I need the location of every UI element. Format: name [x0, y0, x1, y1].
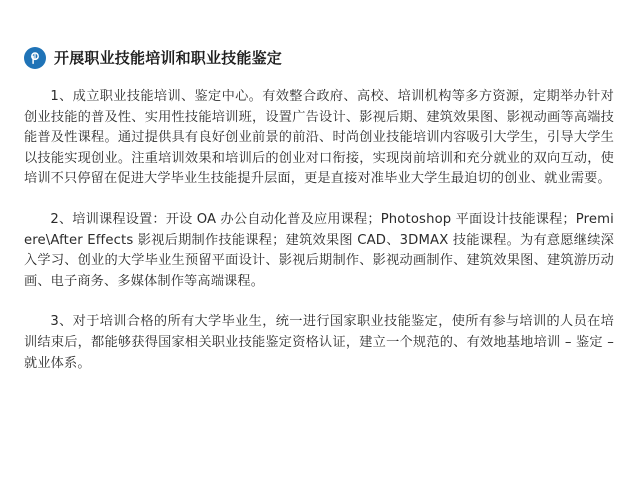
- section-header: [24, 46, 282, 70]
- paragraph-1: 1、成立职业技能培训、鉴定中心。有效整合政府、高校、培训机构等多方资源，定期举办针对创业技能的普及性、实用性技能培训班，设置广告设计、影视后期、建筑效果图、影视动画等高端技能普及性课程。通过提供具有良好创业前景的前沿、时尚创业技能培训内容吸引大学生，引导大学生以技能实现创业。注重培训效果和培训后的创业对口衔接，实现岗前培训和充分就业的双向互动，使培训不只停留在促进大学毕业生技能提升层面，更是直接对准毕业大学生最迫切的创业、就业需要。: [24, 89, 614, 187]
- page-title: 开展职业技能培训和职业技能鉴定: [54, 49, 283, 67]
- content-body: [24, 87, 614, 374]
- paragraph-3: 3、对于培训合格的所有大学毕业生，统一进行国家职业技能鉴定，使所有参与培训的人员在培训结束后，都能够获得国家相关职业技能鉴定资格认证，建立一个规范的、有效地基地培训 – 鉴定 – 就业体系。: [24, 314, 614, 371]
- p-logo-icon: [24, 47, 46, 69]
- paragraph-2: 2、培训课程设置：开设 OA 办公自动化普及应用课程；Photoshop 平面设计技能课程；Premiere\After Effects 影视后期制作技能课程；建筑效果图 CAD、3DMAX 技能课程。为有意愿继续深入学习、创业的大学毕业生预留平面设计、影视后期制作、影视动画制作、建筑效果图、建筑游历动画、电子商务、多媒体制作等高端课程。: [24, 211, 614, 289]
